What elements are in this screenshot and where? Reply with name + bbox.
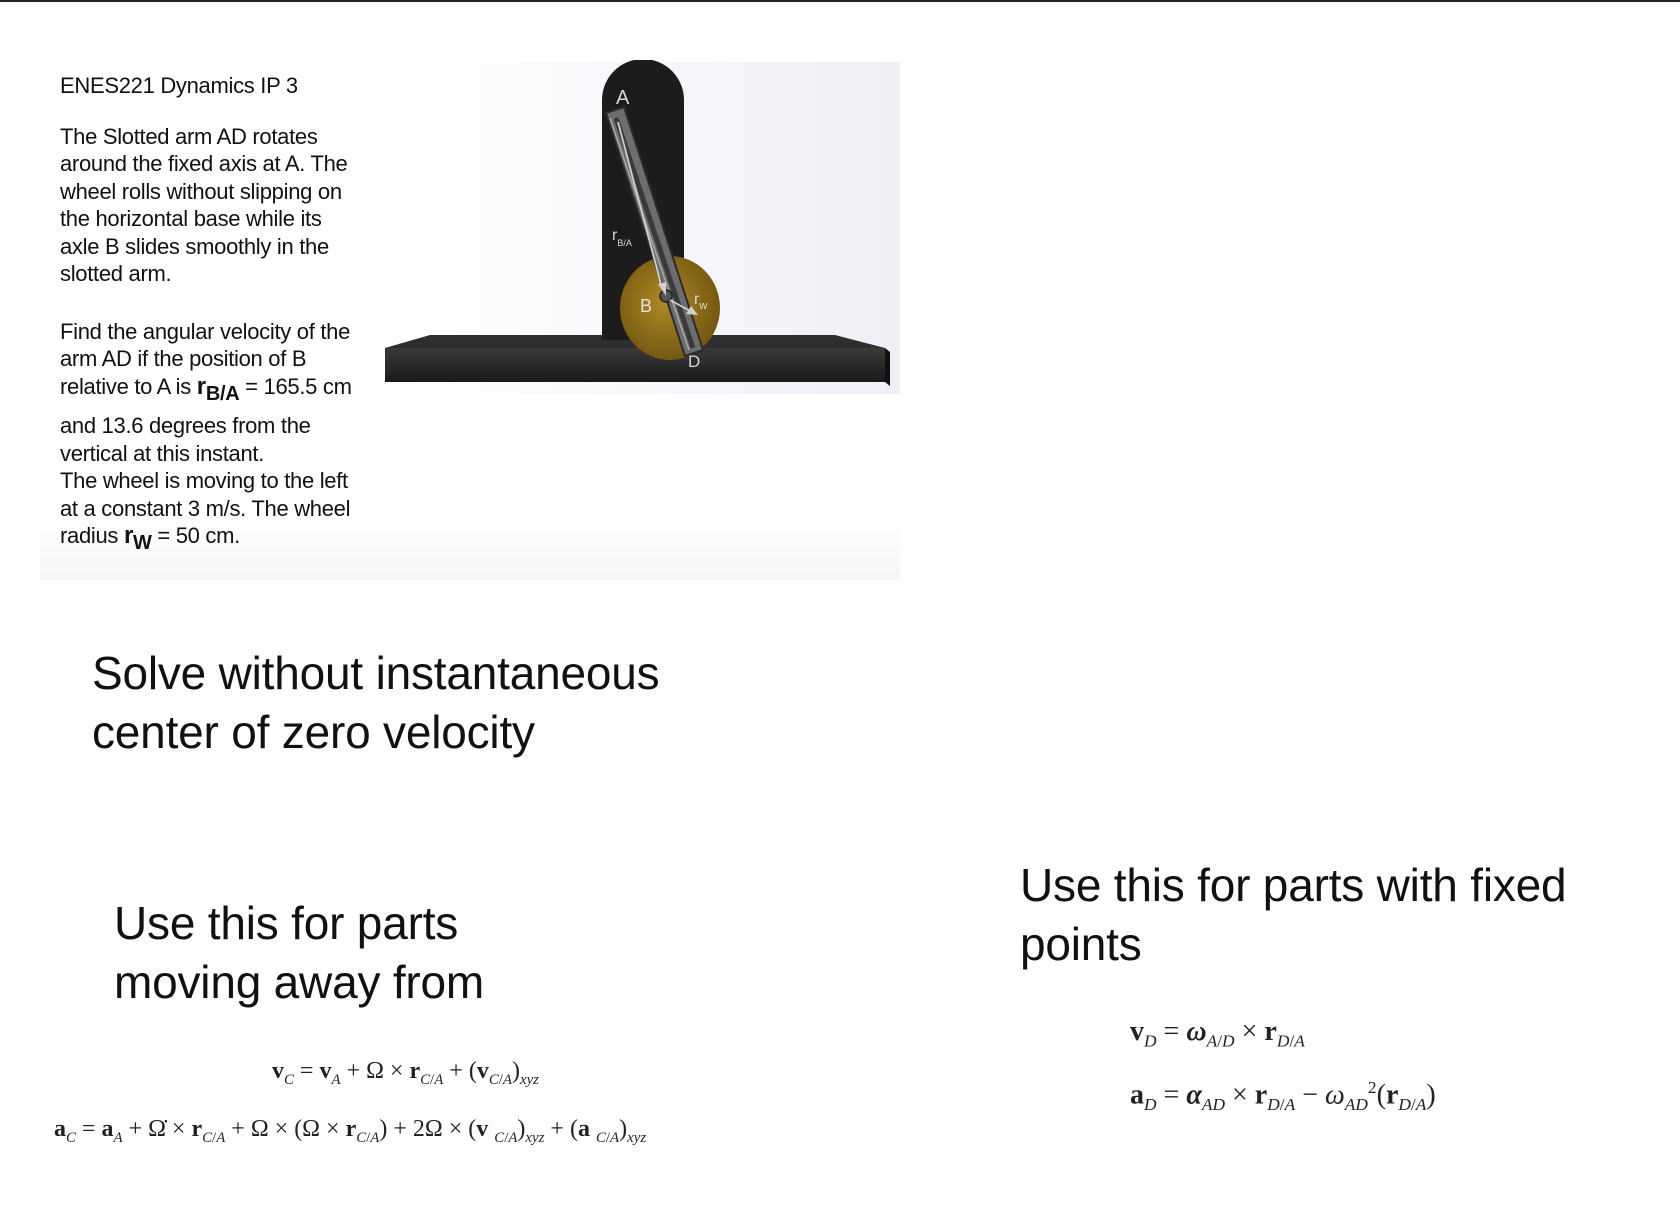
label-r-ba: $r_{B/A}$ (612, 227, 632, 248)
fixed-note-line: points (1020, 918, 1142, 970)
velocity-relative-equation: $v_C = v_A + \Omega \times r_{C/A} + (v_{C/A})_{xyz}$ (272, 1058, 539, 1088)
rba-line: relative to A is rB/A = 165.5 cm (60, 372, 352, 405)
fixed-note-line: Use this for parts with fixed (1020, 859, 1567, 911)
solve-note-line: center of zero velocity (92, 706, 535, 758)
problem-line: the horizontal base while its (60, 206, 322, 231)
base-plate-front (385, 348, 885, 382)
problem-line: at a constant 3 m/s. The wheel (60, 495, 351, 521)
moving-note-line: Use this for parts (114, 897, 459, 949)
slotted-arm-figure (380, 60, 900, 400)
problem-statement (60, 72, 400, 552)
acceleration-relative-equation: $a_C = a_A$ + Ω̇ × $r_{C/A} + \Omega \times (\Omega \times r_{C/A}) + 2\Omega \times (v$ $_{C/A})_{xyz} + (a$ $_{C/A})_{xyz}$ (54, 1116, 647, 1146)
problem-line: slotted arm. (60, 261, 172, 286)
base-plate-side (885, 348, 890, 386)
label-d: D (688, 352, 701, 371)
fixed-points-note (1020, 856, 1566, 974)
problem-line: Find the angular velocity of the (60, 318, 351, 344)
problem-line: and 13.6 degrees from the (60, 413, 311, 438)
solve-note (92, 644, 659, 762)
label-rw: $r_w$ (694, 291, 708, 312)
fixed-velocity-equation: $v_D = \omega_{A/D} \times r_{D/A}$ (1130, 1016, 1305, 1051)
problem-line: vertical at this instant. (60, 440, 265, 466)
problem-line: arm AD if the position of B (60, 346, 307, 371)
label-b: B (640, 296, 653, 316)
fixed-acceleration-equation: $a_D = \alpha_{AD} \times r_{D/A} - \omega_{AD}^2(r_{D/A})$ (1130, 1078, 1436, 1114)
moving-note-line: moving away from (114, 956, 485, 1008)
rw-line: radius rW = 50 cm. (60, 522, 240, 554)
label-a: A (616, 87, 630, 109)
problem-line: wheel rolls without slipping on (60, 178, 342, 204)
problem-line: The wheel is moving to the left (60, 468, 348, 493)
problem-line: axle B slides smoothly in the (60, 233, 329, 259)
solve-note-line: Solve without instantaneous (92, 647, 660, 699)
moving-parts-note (114, 894, 484, 1012)
problem-line: around the fixed axis at A. The (60, 151, 348, 176)
problem-line: The Slotted arm AD rotates (60, 123, 318, 149)
course-title: ENES221 Dynamics IP 3 (60, 73, 298, 98)
top-rule (0, 0, 1680, 2)
